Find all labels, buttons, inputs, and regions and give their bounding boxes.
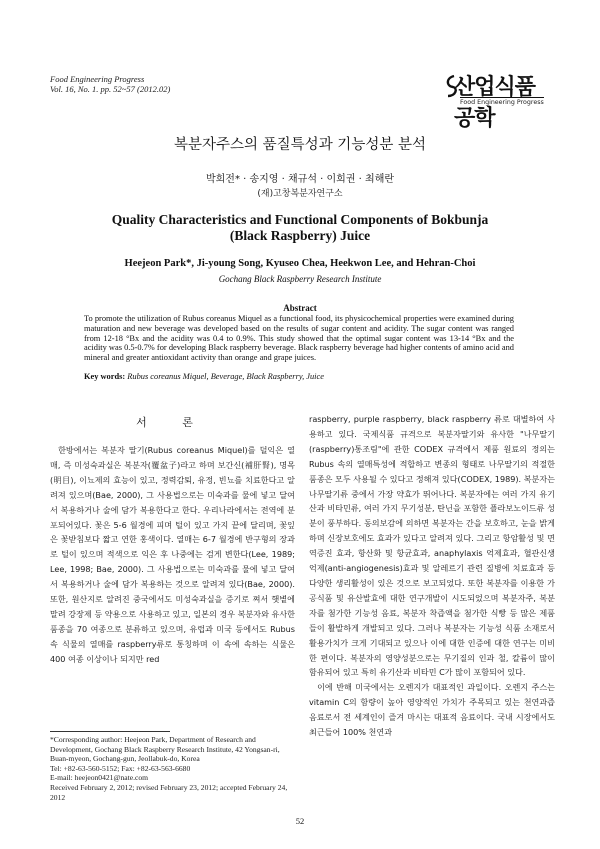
- body-paragraph: 한방에서는 복분자 딸기(Rubus coreanus Miquel)를 덜익은 열매, 즉 미성숙과실은 복분자(覆盆子)라고 하며 보간신(補肝腎), 명목(明目), 이뇨제의 효능이 있고, 정력감퇴, 유정, 빈뇨를 치료한다고 알려져 있으며(Bae, 2000), 그 사용법으로는 미숙과를 물에 넣고 달여서 복용하거나 술에 담가 복용한다고 한다. 우리나라에서는 전역에 분포되어있다. 꽃은 5-6 월경에 피며 털이 있고 가지 끝에 달리며, 꽃잎은 꽃받침보다 짧고 연한 홍색이다. 열매는 6-7 월경에 반구형의 장과로 털이 있으며 적색으로 익은 후 나중에는 검게 변한다(Lee, 1989; Lee, 1998; Bae, 2000). 그 사용법으로는 미숙과를 물에 넣고 달여서 복용하거나 술에 담가 복용하는 것으로 알려져 있다(Bae, 2000). 또한, 원산지로 알려진 중국에서도 미성숙과실을 증기로 쪄서 햇볕에 말려 강장제 등 약용으로 사용하고 있고, 일본의 경우 복분자와 유사한 품종을 70 여종으로 분류하고 있으며, 유럽과 미국 등에서도 Rubus 속 식물의 열매를 raspberry류로 통칭하며 이 속에 속하는 식물은 400 여종 이상이나 되지만 red: [50, 445, 295, 664]
- keywords-text: Rubus coreanus Miquel, Beverage, Black Raspberry, Juice: [127, 372, 324, 381]
- body-column-left: [50, 443, 295, 667]
- title-english: [60, 212, 540, 244]
- footnote-dates: Received February 2, 2012; revised February 23, 2012; accepted February 24, 2012: [50, 782, 288, 802]
- institution-korean: (재)고창복분자연구소: [257, 189, 343, 199]
- title-english-line2: (Black Raspberry) Juice: [229, 228, 371, 243]
- section-heading-introduction: 서 론: [136, 416, 209, 429]
- authors-korean: 박희전* · 송지영 · 채규석 · 이희권 · 최해란: [205, 174, 395, 185]
- page-number: 52: [295, 816, 305, 826]
- footnote-phone: Tel: +82-63-560-5152; Fax: +82-63-563-6680: [50, 763, 191, 773]
- footnote-divider: [50, 731, 170, 732]
- journal-name: Food Engineering Progress: [50, 74, 145, 84]
- abstract-text: To promote the utilization of Rubus coreanus Miquel as a functional food, its physicochemical properties were examined during maturation and new beverage was developed based on the results of sugar content and acidity. The sugar content was ranged from 12-18 °Bx and the acidity was 0.4 to 0.9%. This study showed that the optimal sugar content was 13-14 °Bx and the acidity was 0.5-0.7% for developing Black raspberry beverage. Black raspberry beverage had higher contents of amino acid and mineral and greater antioxidant activity than orange and grape juices.: [84, 314, 514, 363]
- body-paragraph: 이에 반해 미국에서는 오렌지가 대표적인 과일이다. 오렌지 주스는 vitamin C의 함량이 높아 영양적인 가치가 주목되고 있는 천연과즙 음료로서 전 세계인이 즐겨 마시는 대표적 음료이다. 국내 시장에서도 최근들어 100% 천연과: [309, 682, 555, 738]
- abstract-heading: Abstract: [283, 303, 317, 313]
- keywords-label: Key words:: [84, 372, 126, 381]
- authors-english: Heejeon Park*, Ji-young Song, Kyuseo Chea, Heekwon Lee, and Hehran-Choi: [124, 258, 476, 269]
- logo-text: 산업식품공학: [454, 75, 536, 131]
- journal-volume: Vol. 16, No. 1. pp. 52~57 (2012.02): [50, 84, 171, 94]
- logo-subtitle: Food Engineering Progress: [460, 99, 544, 106]
- footnote-corresponding-author: *Corresponding author: Heejeon Park, Department of Research and Development, Gochang Black Raspberry Research Institute, 42 Yongsan-ri, Buan-myeon, Gochang-gun, Jeollabuk-do, Korea: [50, 735, 280, 764]
- body-column-right: [309, 412, 555, 740]
- journal-logo: [444, 68, 552, 131]
- keywords: [84, 372, 514, 381]
- title-english-line1: Quality Characteristics and Functional Components of Bokbunja: [111, 212, 489, 227]
- footnote-email[interactable]: E-mail: heejeon0421@nate.com: [50, 773, 149, 783]
- journal-header: [50, 74, 170, 94]
- institution-english: Gochang Black Raspberry Research Institute: [218, 274, 382, 284]
- title-korean: 복분자주스의 품질특성과 기능성분 분석: [174, 137, 426, 153]
- footnote: [50, 735, 298, 802]
- body-paragraph: raspberry, purple raspberry, black raspberry 류로 대별하여 사용하고 있다. 국제식품 규격으로 복분자딸기와 유사한 "나무딸기(raspberry)통조림"에 관한 CODEX 규격에서 제품 원료의 정의는 Rubus 속의 열매특성에 적합하고 변종의 형태로 나무딸기의 적절한 품종은 모두 사용될 수 있다고 정해져 있다(CODEX, 1989). 복분자는 나무딸기류 중에서 가장 약효가 뛰어나다. 복분자에는 여러 가지 유기산과 비타민류, 여러 가지 무기성분, 탄닌을 포함한 플라보노이드류 성분이 풍부하다. 동의보감에 의하면 복분자는 간을 보호하고, 눈을 밝게하며 신장보호에도 효과가 있다고 알려져 있다. 그리고 항암활성 및 면역증진 효과, 항산화 및 항균효과, anaphylaxis 억제효과, 혈관신생억제(anti-angiogenesis)효과 및 알레르기 관련 질병에 치료효과 등 다양한 생리활성이 있은 것으로 보고되었다. 또한 복분자를 이용한 가공식품 및 유산발효에 대한 연구개발이 시도되었으며 복분자주, 복분자를 첨가한 기능성 음료, 복분자 착즙액을 첨가한 식빵 등 많은 제품들이 활발하게 개발되고 있다. 그러나 복분자는 기능성 식품 소재로서 활용가치가 크게 기대되고 있으나 이에 대한 인증에 대한 연구는 미비한 편이다. 복분자의 영양성분으로는 무기질의 인과 철, 칼륨이 많이 함유되어 있고 특히 유기산과 비타민 C가 많이 포함되어 있다.: [309, 414, 555, 678]
